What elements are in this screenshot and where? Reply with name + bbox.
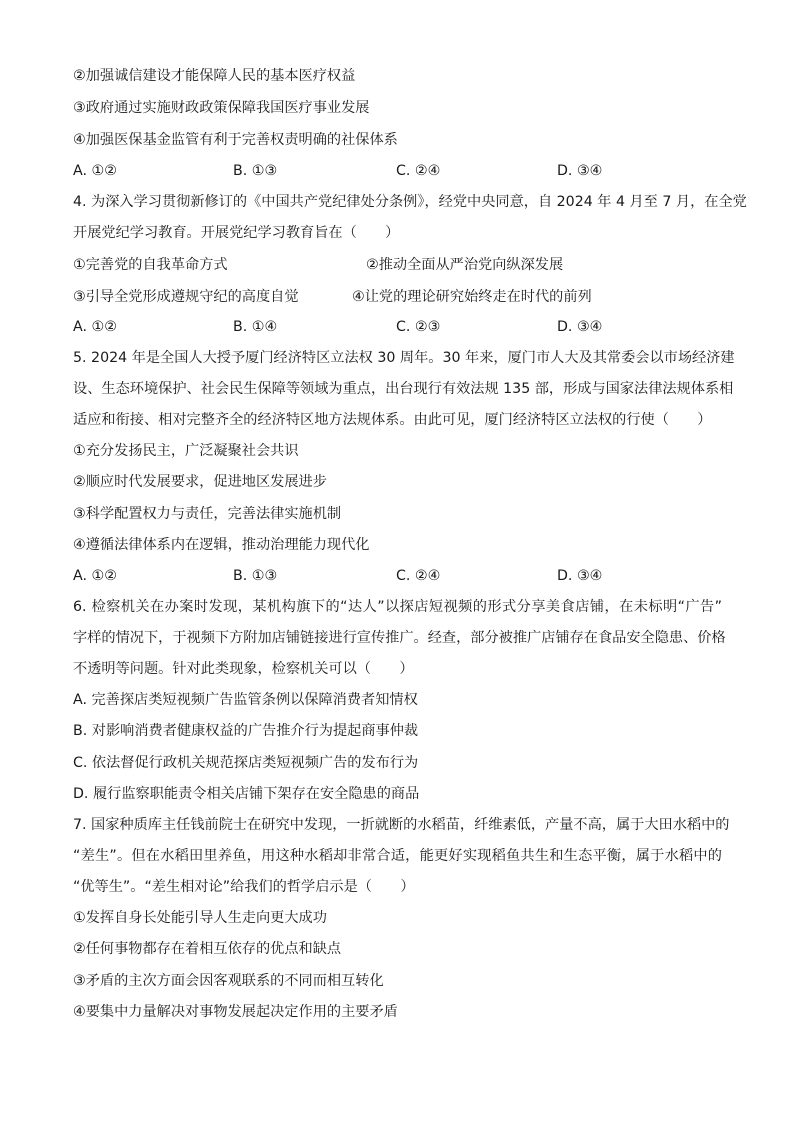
- q4-option-c: C. ②③: [396, 319, 441, 335]
- q5-item-1: ①充分发扬民主，广泛凝聚社会共识: [73, 443, 299, 459]
- q5-stem-line-1: 5. 2024 年是全国人大授予厦门经济特区立法权 30 周年。30 年来，厦门市人大及其常委会以市场经济建: [73, 350, 735, 366]
- q3-item-3: ③政府通过实施财政政策保障我国医疗事业发展: [73, 100, 370, 116]
- q5-stem-line-3: 适应和衔接、相对完整齐全的经济特区地方法规体系。由此可见，厦门经济特区立法权的行使（ ）: [73, 412, 712, 428]
- q5-item-4: ④遵循法律体系内在逻辑，推动治理能力现代化: [73, 537, 370, 553]
- q4-item-1: ①完善党的自我革命方式: [73, 257, 228, 273]
- q5-item-2: ②顺应时代发展要求，促进地区发展进步: [73, 474, 327, 490]
- q3-option-a: A. ①②: [73, 163, 117, 179]
- q4-option-d: D. ③④: [557, 319, 603, 335]
- q6-stem-line-1: 6. 检察机关在办案时发现，某机构旗下的“达人”以探店短视频的形式分享美食店铺，在未标明“广告”: [73, 599, 722, 615]
- q6-option-a: A. 完善探店类短视频广告监管条例以保障消费者知情权: [73, 692, 418, 708]
- q5-item-3: ③科学配置权力与责任，完善法律实施机制: [73, 506, 342, 522]
- q4-stem-line-2: 开展党纪学习教育。开展党纪学习教育旨在（ ）: [73, 225, 400, 241]
- q7-item-1: ①发挥自身长处能引导人生走向更大成功: [73, 910, 327, 926]
- q6-option-c: C. 依法督促行政机关规范探店类短视频广告的发布行为: [73, 755, 419, 771]
- q3-item-4: ④加强医保基金监管有利于完善权责明确的社保体系: [73, 132, 398, 148]
- q5-option-b: B. ①③: [233, 568, 278, 584]
- q5-option-a: A. ①②: [73, 568, 117, 584]
- q4-item-2: ②推动全面从严治党向纵深发展: [366, 257, 564, 273]
- q7-stem-line-3: “优等生”。“差生相对论”给我们的哲学启示是（ ）: [73, 879, 415, 895]
- q7-item-4: ④要集中力量解决对事物发展起决定作用的主要矛盾: [73, 1004, 398, 1020]
- q6-option-b: B. 对影响消费者健康权益的广告推介行为提起商事仲裁: [73, 723, 419, 739]
- q6-stem-line-3: 不透明等问题。针对此类现象，检察机关可以（ ）: [73, 661, 414, 677]
- q4-option-b: B. ①④: [233, 319, 278, 335]
- q5-stem-line-2: 设、生态环境保护、社会民生保障等领域为重点，出台现行有效法规 135 部，形成与国家法律法规体系相: [73, 381, 734, 397]
- q3-option-d: D. ③④: [557, 163, 603, 179]
- q4-stem-line-1: 4. 为深入学习贯彻新修订的《中国共产党纪律处分条例》，经党中央同意，自 2024 年 4 月至 7 月，在全党: [73, 194, 747, 210]
- q3-item-2: ②加强诚信建设才能保障人民的基本医疗权益: [73, 68, 356, 84]
- q4-item-3: ③引导全党形成遵规守纪的高度自觉: [73, 289, 299, 305]
- q3-option-b: B. ①③: [233, 163, 278, 179]
- q7-stem-line-1: 7. 国家种质库主任钱前院士在研究中发现，一折就断的水稻苗，纤维素低，产量不高，属于大田水稻中的: [73, 817, 730, 833]
- q4-item-4: ④让党的理论研究始终走在时代的前列: [352, 289, 592, 305]
- q7-item-3: ③矛盾的主次方面会因客观联系的不同而相互转化: [73, 973, 384, 989]
- q5-option-d: D. ③④: [557, 568, 603, 584]
- q5-option-c: C. ②④: [396, 568, 441, 584]
- q6-stem-line-2: 字样的情况下，于视频下方附加店铺链接进行宣传推广。经查，部分被推广店铺存在食品安全隐患、价格: [73, 630, 726, 646]
- q3-option-c: C. ②④: [396, 163, 441, 179]
- q4-option-a: A. ①②: [73, 319, 117, 335]
- q6-option-d: D. 履行监察职能责令相关店铺下架存在安全隐患的商品: [73, 786, 420, 802]
- q7-item-2: ②任何事物都存在着相互依存的优点和缺点: [73, 941, 342, 957]
- q7-stem-line-2: “差生”。但在水稻田里养鱼，用这种水稻却非常合适，能更好实现稻鱼共生和生态平衡，属于水稻中的: [73, 848, 722, 864]
